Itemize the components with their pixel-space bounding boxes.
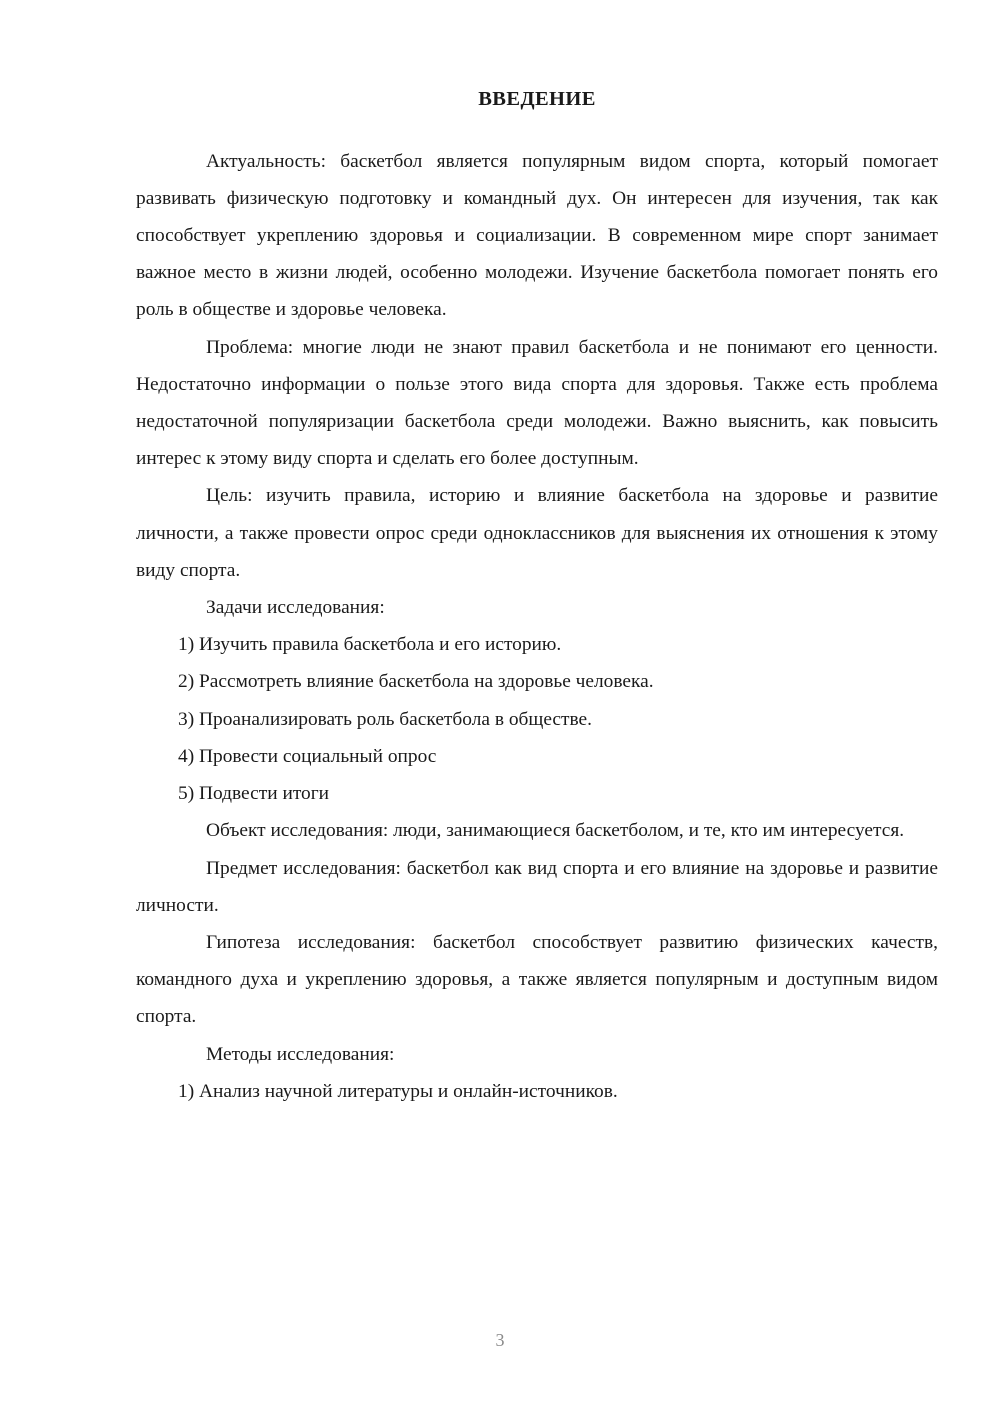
list-item: 3) Проанализировать роль баскетбола в обществе. xyxy=(178,708,593,730)
paragraph-subject: Предмет исследования: баскетбол как вид спорта и его влияние на здоровье и развитие личности. xyxy=(136,857,938,916)
paragraph-hypothesis: Гипотеза исследования: баскетбол способствует развитию физических качеств, командного духа и укреплению здоровья, а также является популярным и доступным видом спорта. xyxy=(136,931,938,1028)
list-item: 1) Изучить правила баскетбола и его историю. xyxy=(178,634,562,656)
paragraph-object: Объект исследования: люди, занимающиеся баскетболом, и те, кто им интересуется. xyxy=(206,820,905,842)
methods-label: Методы исследования: xyxy=(206,1043,395,1065)
paragraph-goal: Цель: изучить правила, историю и влияние баскетбола на здоровье и развитие личности, а также провести опрос среди одноклассников для выяснения их отношения к этому виду спорта. xyxy=(136,485,938,581)
list-item: 1) Анализ научной литературы и онлайн-источников. xyxy=(178,1080,618,1102)
page-number: 3 xyxy=(495,1330,505,1350)
paragraph-relevance: Актуальность: баскетбол является популярным видом спорта, который помогает развивать физическую подготовку и командный дух. Он интересен для изучения, так как способствует укреплению здоровья и социализации. В современном мире спорт занимает важное место в жизни людей, особенно молодежи. Изучение баскетбола помогает понять его роль в обществе и здоровье человека. xyxy=(136,150,938,321)
list-item: 2) Рассмотреть влияние баскетбола на здоровье человека. xyxy=(178,671,654,693)
list-item: 5) Подвести итоги xyxy=(178,783,330,805)
document-body xyxy=(136,86,938,1110)
tasks-label: Задачи исследования: xyxy=(206,597,385,619)
page-title: ВВЕДЕНИЕ xyxy=(478,88,596,110)
paragraph-problem: Проблема: многие люди не знают правил баскетбола и не понимают его ценности. Недостаточно информации о пользе этого вида спорта для здоровья. Также есть проблема недостаточной популяризации баскетбола среди молодежи. Важно выяснить, как повысить интерес к этому виду спорта и сделать его более доступным. xyxy=(136,336,938,470)
list-item: 4) Провести социальный опрос xyxy=(178,745,437,767)
